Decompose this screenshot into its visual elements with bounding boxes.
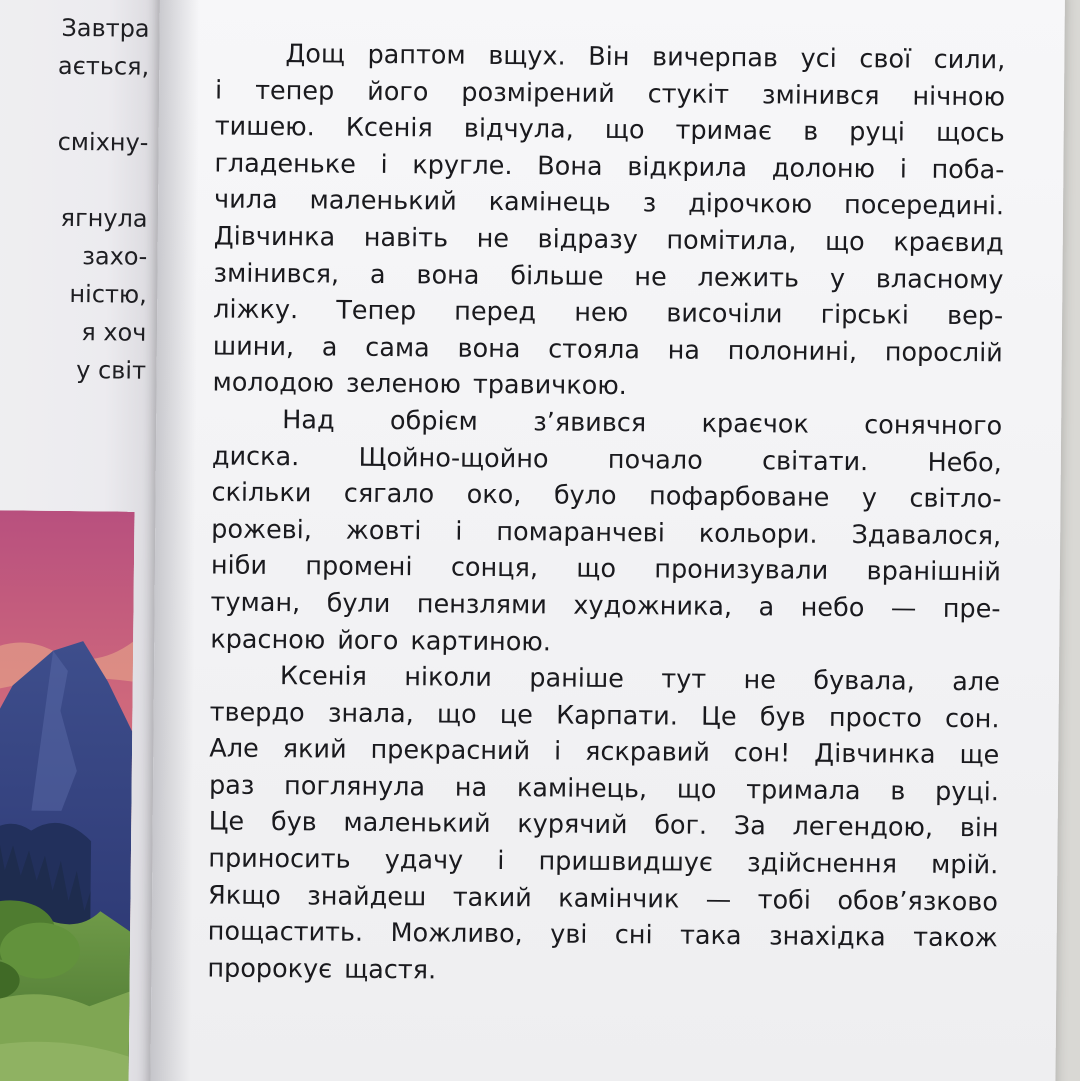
text-line: приносить удачу і пришвидшує здійснення мрій. (208, 843, 999, 881)
left-page-line (0, 84, 149, 124)
text-line: Над обрієм з’явився краєчок сонячного (282, 405, 1003, 442)
text-line: Дощ раптом вщух. Він вичерпав усі свої сили, (285, 39, 1006, 76)
text-line: змінився, а вона більше не лежить у власному (213, 258, 1004, 295)
text-line: ніби промені сонця, що пронизували вранішній (210, 550, 1002, 588)
left-page-line (0, 160, 148, 200)
text-line: Але який прекрасний і яскравий сон! Дівчинка ще (209, 733, 1000, 771)
book-page (150, 0, 1065, 1081)
text-line: твердо знала, що це Карпати. Це був просто сон. (209, 697, 1000, 735)
text-line: Дівчинка навіть не відразу помітила, що краєвид (213, 221, 1004, 259)
text-line: пощастить. Можливо, уві сні така знахідка також (207, 916, 998, 954)
text-line: Це був маленький курячий бог. За легендою, він (208, 806, 999, 844)
text-line: Якщо знайдеш такий камінчик — тобі обов’язково (207, 880, 999, 918)
text-line: чила маленький камінець з дірочкою посередині. (213, 184, 1005, 222)
left-page-line: захо- (82, 242, 148, 271)
mountain-illustration-art (0, 510, 135, 1081)
mountain-illustration (0, 510, 135, 1081)
left-page-line: ягнула (60, 203, 148, 233)
text-line: молодою зеленою травичкою. (212, 367, 627, 402)
text-line: диска. Щойно-щойно почало світати. Небо, (211, 441, 1002, 478)
left-page-text (0, 8, 150, 390)
page-body-text (207, 35, 1005, 993)
text-line: шини, а сама вона стояла на полонині, порослій (212, 331, 1003, 369)
text-line: тишею. Ксенія відчула, що тримає в руці щось (214, 111, 1005, 149)
text-line: скільки сягало око, було пофарбоване у світло- (211, 477, 1002, 515)
left-page-line: сміхну- (57, 127, 149, 157)
left-page-line: я хоч (81, 318, 147, 347)
text-line: і тепер його розмірений стукіт змінився нічною (214, 75, 1006, 112)
text-line: гладеньке і кругле. Вона відкрила долоню і поба- (214, 148, 1005, 186)
page-gutter-shadow (150, 0, 200, 1081)
left-page-line: ністю, (69, 279, 147, 309)
text-line: рожеві, жовті і помаранчеві кольори. Здавалося, (211, 514, 1002, 552)
left-page-line: Завтра (61, 13, 150, 43)
text-line: пророкує щастя. (207, 953, 437, 986)
text-line: ліжку. Тепер перед нею височіли гірські вер- (213, 294, 1004, 332)
left-page-line: у світ (76, 356, 147, 385)
text-line: Ксенія ніколи раніше тут не бувала, але (279, 661, 1000, 698)
text-line: красною його картиною. (210, 623, 552, 657)
text-line: туман, були пензлями художника, а небо — пре- (210, 587, 1001, 625)
left-page-line: ається, (57, 51, 150, 81)
text-line: раз поглянула на камінець, що тримала в руці. (208, 770, 1000, 808)
left-page (0, 0, 165, 1081)
